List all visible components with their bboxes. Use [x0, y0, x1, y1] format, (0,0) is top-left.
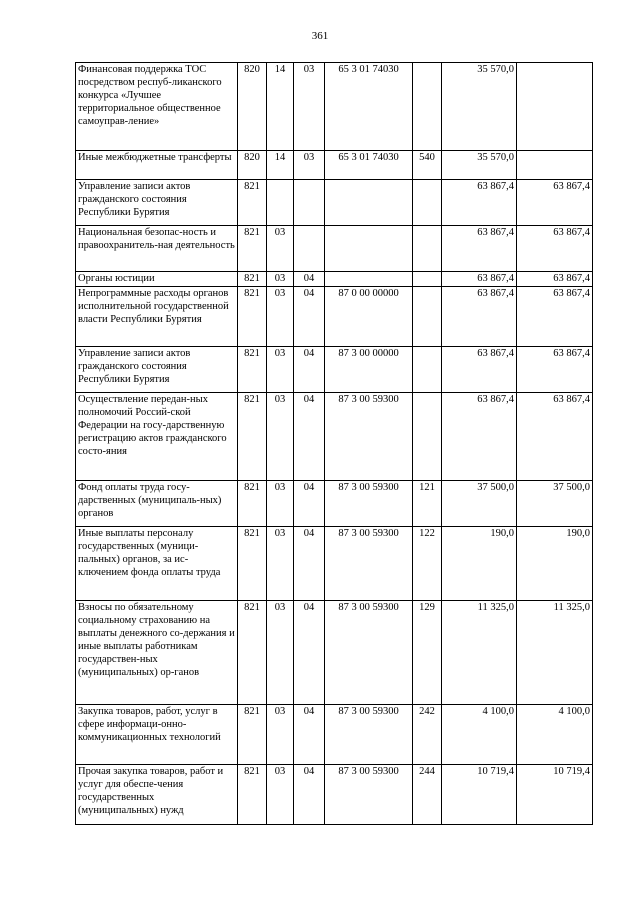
table-row — [76, 347, 593, 393]
row-name: Непрограммные расходы органов исполнительной государственной власти Республики Бурятия — [76, 287, 238, 347]
subsection-code: 04 — [294, 481, 325, 527]
expense-type-code: 242 — [413, 705, 442, 765]
table-row — [76, 272, 593, 287]
ved-code: 821 — [238, 527, 267, 601]
table-row — [76, 601, 593, 705]
amount-2: 190,0 — [517, 527, 593, 601]
section-code: 14 — [267, 151, 294, 180]
target-code — [325, 226, 413, 272]
ved-code: 821 — [238, 287, 267, 347]
target-code: 87 3 00 00000 — [325, 347, 413, 393]
amount-2: 63 867,4 — [517, 393, 593, 481]
target-code — [325, 180, 413, 226]
amount-2: 63 867,4 — [517, 226, 593, 272]
expense-type-code — [413, 272, 442, 287]
target-code: 87 3 00 59300 — [325, 765, 413, 825]
section-code: 03 — [267, 527, 294, 601]
amount-2: 63 867,4 — [517, 272, 593, 287]
target-code: 87 3 00 59300 — [325, 705, 413, 765]
ved-code: 821 — [238, 272, 267, 287]
expense-type-code: 244 — [413, 765, 442, 825]
section-code: 03 — [267, 287, 294, 347]
target-code: 65 3 01 74030 — [325, 151, 413, 180]
amount-2: 63 867,4 — [517, 180, 593, 226]
amount-2 — [517, 151, 593, 180]
subsection-code — [294, 226, 325, 272]
ved-code: 821 — [238, 705, 267, 765]
target-code: 65 3 01 74030 — [325, 63, 413, 151]
table-row — [76, 705, 593, 765]
amount-1: 35 570,0 — [442, 151, 517, 180]
expense-type-code: 121 — [413, 481, 442, 527]
ved-code: 821 — [238, 601, 267, 705]
table-row — [76, 151, 593, 180]
expense-type-code — [413, 287, 442, 347]
table-row — [76, 481, 593, 527]
amount-1: 10 719,4 — [442, 765, 517, 825]
ved-code: 821 — [238, 180, 267, 226]
ved-code: 820 — [238, 151, 267, 180]
subsection-code: 04 — [294, 601, 325, 705]
amount-1: 35 570,0 — [442, 63, 517, 151]
section-code: 03 — [267, 226, 294, 272]
ved-code: 820 — [238, 63, 267, 151]
page-number: 361 — [311, 30, 329, 42]
row-name: Иные выплаты персоналу государственных (муници-пальных) органов, за ис-ключением фонда оплаты труда — [76, 527, 238, 601]
expense-type-code — [413, 180, 442, 226]
amount-2: 10 719,4 — [517, 765, 593, 825]
subsection-code: 04 — [294, 765, 325, 825]
row-name: Национальная безопас-ность и правоохранитель-ная деятельность — [76, 226, 238, 272]
table-row — [76, 765, 593, 825]
section-code — [267, 180, 294, 226]
subsection-code — [294, 180, 325, 226]
subsection-code: 04 — [294, 347, 325, 393]
row-name: Органы юстиции — [76, 272, 238, 287]
table-row — [76, 180, 593, 226]
table-row — [76, 527, 593, 601]
table-row — [76, 226, 593, 272]
amount-1: 63 867,4 — [442, 393, 517, 481]
section-code: 14 — [267, 63, 294, 151]
ved-code: 821 — [238, 347, 267, 393]
table-row — [76, 63, 593, 151]
amount-1: 37 500,0 — [442, 481, 517, 527]
subsection-code: 04 — [294, 272, 325, 287]
subsection-code: 04 — [294, 527, 325, 601]
subsection-code: 03 — [294, 63, 325, 151]
row-name: Взносы по обязательному социальному страхованию на выплаты денежного со-держания и иные выплаты работникам государствен-ных (муниципальных) ор-ганов — [76, 601, 238, 705]
target-code: 87 3 00 59300 — [325, 527, 413, 601]
amount-1: 63 867,4 — [442, 180, 517, 226]
amount-2 — [517, 63, 593, 151]
subsection-code: 04 — [294, 287, 325, 347]
table-row — [76, 393, 593, 481]
ved-code: 821 — [238, 765, 267, 825]
expense-type-code: 129 — [413, 601, 442, 705]
table-row — [76, 287, 593, 347]
amount-1: 63 867,4 — [442, 287, 517, 347]
target-code — [325, 272, 413, 287]
ved-code: 821 — [238, 393, 267, 481]
amount-1: 63 867,4 — [442, 272, 517, 287]
amount-2: 4 100,0 — [517, 705, 593, 765]
section-code: 03 — [267, 272, 294, 287]
amount-2: 11 325,0 — [517, 601, 593, 705]
expense-type-code: 122 — [413, 527, 442, 601]
subsection-code: 03 — [294, 151, 325, 180]
section-code: 03 — [267, 705, 294, 765]
expense-type-code — [413, 63, 442, 151]
budget-table — [75, 62, 593, 825]
row-name: Прочая закупка товаров, работ и услуг для обеспе-чения государственных (муниципальных) нужд — [76, 765, 238, 825]
expense-type-code: 540 — [413, 151, 442, 180]
expense-type-code — [413, 393, 442, 481]
row-name: Фонд оплаты труда госу-дарственных (муниципаль-ных) органов — [76, 481, 238, 527]
amount-1: 63 867,4 — [442, 226, 517, 272]
section-code: 03 — [267, 765, 294, 825]
row-name: Управление записи актов гражданского состояния Республики Бурятия — [76, 347, 238, 393]
row-name: Финансовая поддержка ТОС посредством респуб-ликанского конкурса «Лучшее территориальное общественное самоуправ-ление» — [76, 63, 238, 151]
row-name: Иные межбюджетные трансферты — [76, 151, 238, 180]
row-name: Управление записи актов гражданского состояния Республики Бурятия — [76, 180, 238, 226]
amount-1: 11 325,0 — [442, 601, 517, 705]
section-code: 03 — [267, 393, 294, 481]
row-name: Закупка товаров, работ, услуг в сфере информаци-онно-коммуникационных технологий — [76, 705, 238, 765]
amount-1: 4 100,0 — [442, 705, 517, 765]
amount-1: 63 867,4 — [442, 347, 517, 393]
section-code: 03 — [267, 347, 294, 393]
expense-type-code — [413, 347, 442, 393]
subsection-code: 04 — [294, 705, 325, 765]
target-code: 87 0 00 00000 — [325, 287, 413, 347]
expense-type-code — [413, 226, 442, 272]
target-code: 87 3 00 59300 — [325, 601, 413, 705]
amount-1: 190,0 — [442, 527, 517, 601]
amount-2: 63 867,4 — [517, 347, 593, 393]
amount-2: 63 867,4 — [517, 287, 593, 347]
amount-2: 37 500,0 — [517, 481, 593, 527]
row-name: Осуществление передан-ных полномочий Россий-ской Федерации на госу-дарственную регистрацию актов гражданского состо-яния — [76, 393, 238, 481]
ved-code: 821 — [238, 481, 267, 527]
ved-code: 821 — [238, 226, 267, 272]
section-code: 03 — [267, 481, 294, 527]
section-code: 03 — [267, 601, 294, 705]
target-code: 87 3 00 59300 — [325, 481, 413, 527]
subsection-code: 04 — [294, 393, 325, 481]
target-code: 87 3 00 59300 — [325, 393, 413, 481]
